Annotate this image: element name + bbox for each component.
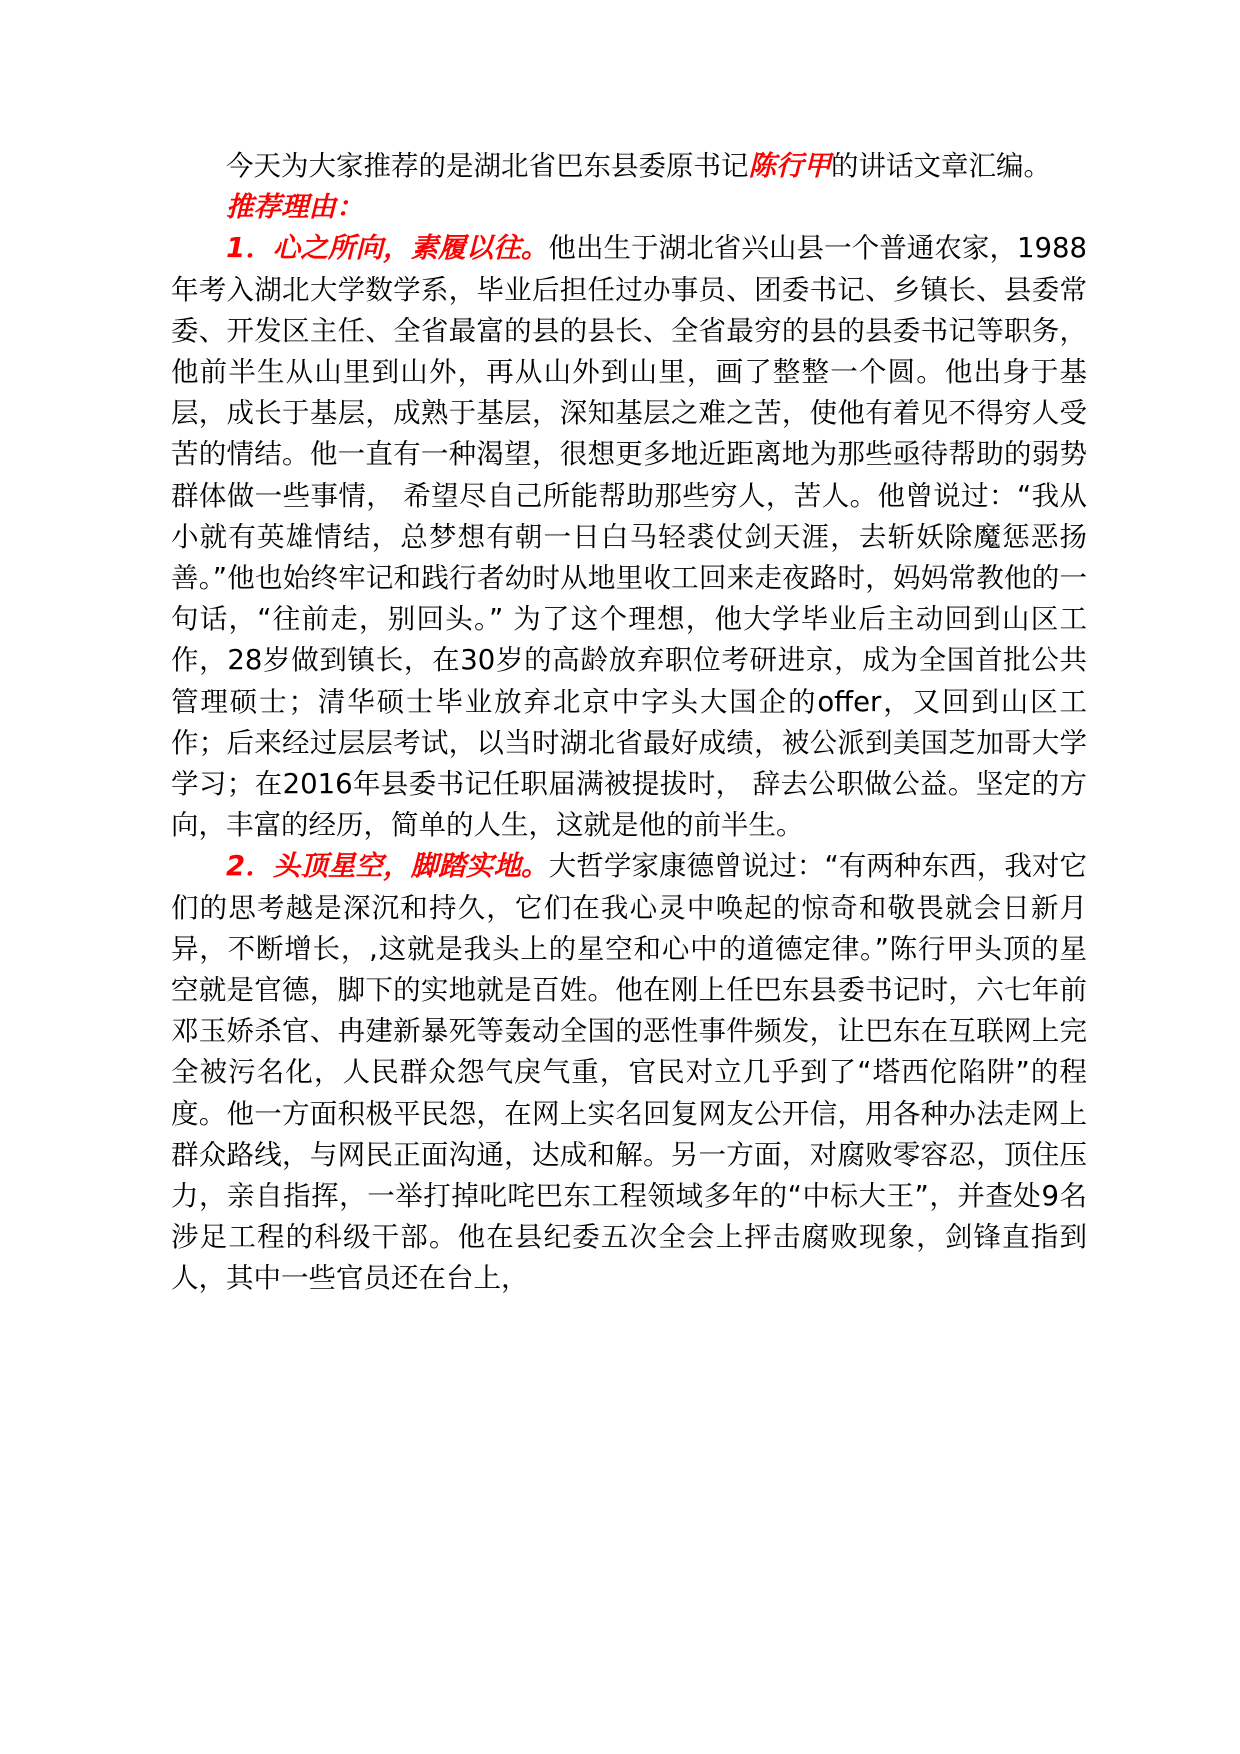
section-2-heading: 2．头顶星空，脚踏实地。 (226, 850, 549, 883)
document-page (171, 146, 1087, 1300)
intro-paragraph (171, 146, 1087, 187)
section-2-body: 大哲学家康德曾说过：“有两种东西，我对它们的思考越是深沉和持久，它们在我心灵中唤起的惊奇和敬畏就会日新月异，不断增长，,这就是我头上的星空和心中的道德定律。”陈行甲头顶的星空就是官德，脚下的实地就是百姓。他在刚上任巴东县委书记时，六七年前邓玉娇杀官、冉建新暴死等轰动全国的恶性事件频发，让巴东在互联网上完全被污名化，人民群众怨气戾气重，官民对立几乎到了“塔西佗陷阱”的程度。他一方面积极平民怨，在网上实名回复网友公开信，用各种办法走网上群众路线，与网民正面沟通，达成和解。另一方面，对腐败零容忍，顶住压力，亲自指挥，一举打掉叱咤巴东工程领域多年的“中标大王”，并查处9名涉足工程的科级干部。他在县纪委五次全会上抨击腐败现象，剑锋直指到人，其中一些官员还在台上， (171, 850, 1088, 1295)
reason-heading-line (171, 187, 1087, 228)
intro-text-before: 今天为大家推荐的是湖北省巴东县委原书记 (226, 150, 749, 182)
reason-heading: 推荐理由： (226, 191, 364, 224)
section-2-paragraph (171, 846, 1087, 1299)
section-1-body: 他出生于湖北省兴山县一个普通农家，1988年考入湖北大学数学系，毕业后担任过办事员、团委书记、乡镇长、县委常委、开发区主任、全省最富的县的县长、全省最穷的县的县委书记等职务，他前半生从山里到山外，再从山外到山里，画了整整一个圆。他出身于基层，成长于基层，成熟于基层，深知基层之难之苦，使他有着见不得穷人受苦的情结。他一直有一种渴望，很想更多地近距离地为那些亟待帮助的弱势群体做一些事情， 希望尽自己所能帮助那些穷人，苦人。他曾说过：“我从小就有英雄情结，总梦想有朝一日白马轻裘仗剑天涯，去斩妖除魔惩恶扬善。”他也始终牢记和践行者幼时从地里收工回来走夜路时，妈妈常教他的一句话，“往前走，别回头。” 为了这个理想，他大学毕业后主动回到山区工作，28岁做到镇长，在30岁的高龄放弃职位考研进京，成为全国首批公共管理硕士；清华硕士毕业放弃北京中字头大国企的offer，又回到山区工作；后来经过层层考试，以当时湖北省最好成绩，被公派到美国芝加哥大学学习；在2016年县委书记任职届满被提拔时， 辞去公职做公益。坚定的方向，丰富的经历，简单的人生，这就是他的前半生。 (171, 232, 1088, 842)
section-1-heading: 1．心之所向，素履以往。 (226, 232, 549, 265)
highlighted-name: 陈行甲 (748, 150, 831, 182)
section-1-paragraph (171, 228, 1087, 846)
intro-text-after: 的讲话文章汇编。 (831, 150, 1051, 182)
